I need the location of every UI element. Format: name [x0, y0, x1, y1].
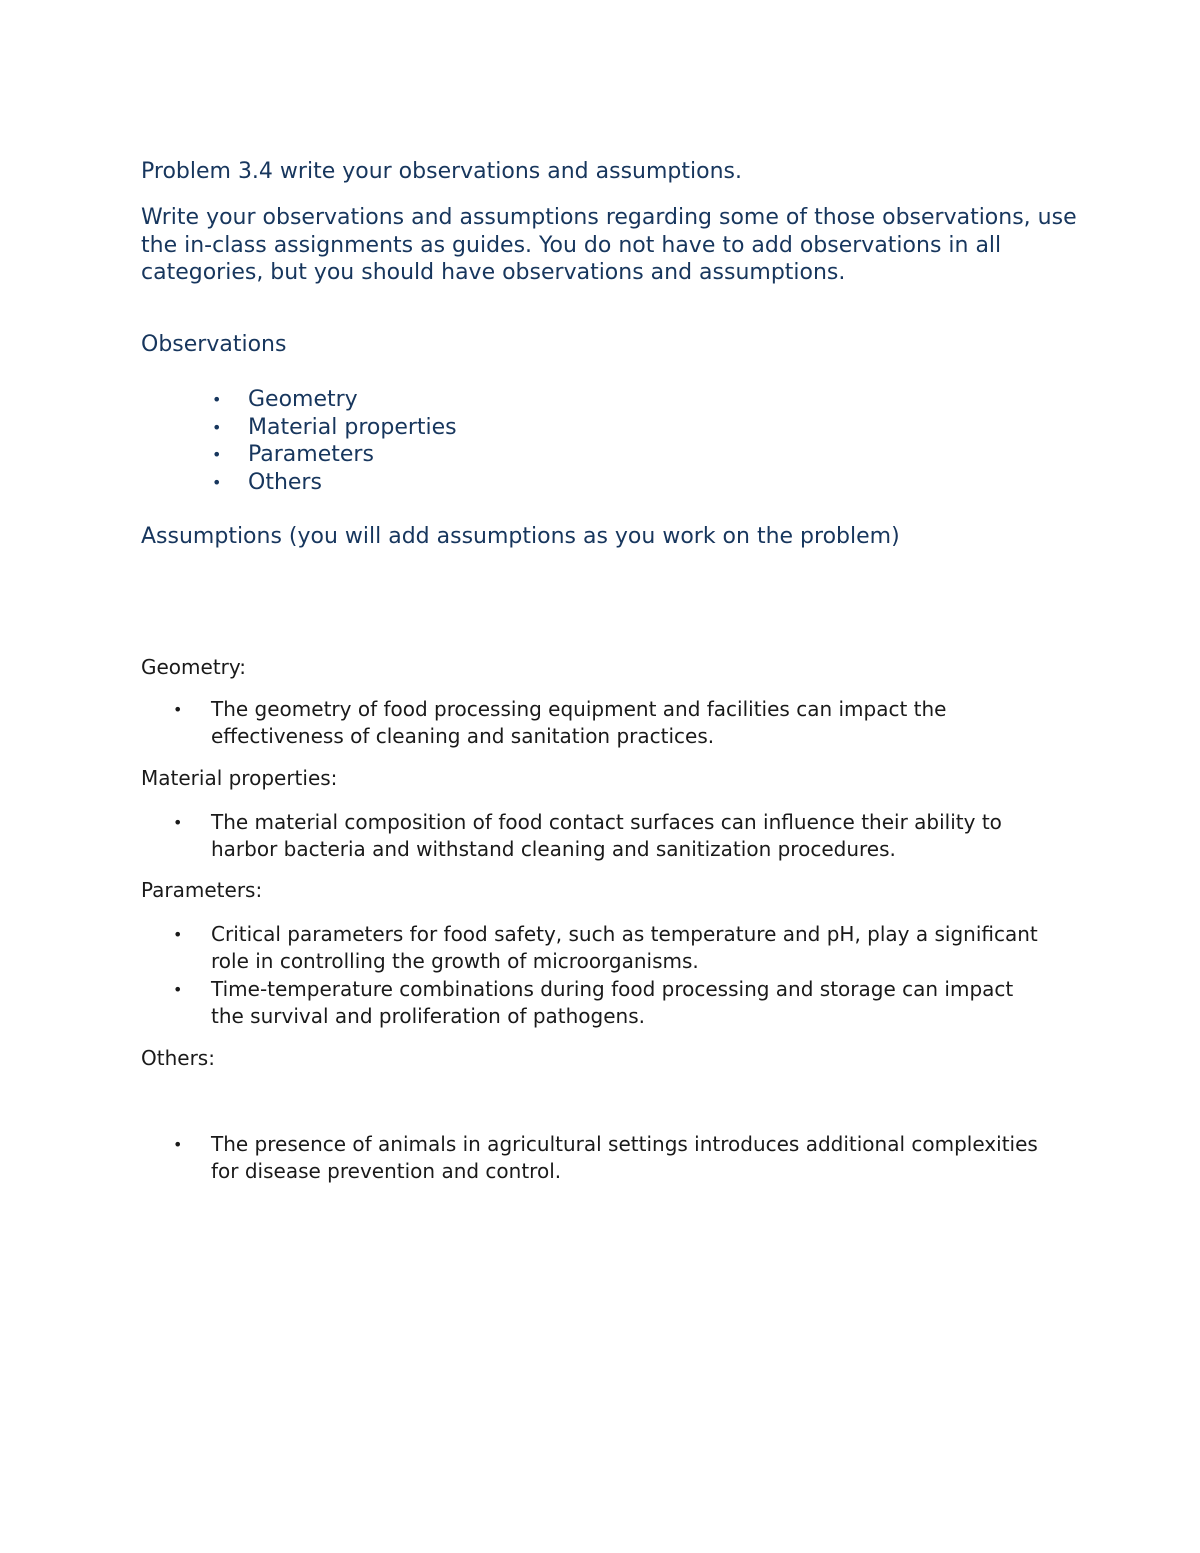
bullet-icon: • — [173, 813, 183, 832]
others-item-text: The presence of animals in agricultural settings introduces additional complexities for disease prevention and control. — [211, 1132, 1038, 1183]
category-parameters: Parameters — [248, 442, 374, 468]
bullet-icon: • — [173, 980, 183, 999]
section-label-others: Others: — [141, 1046, 215, 1070]
intro-paragraph: Write your observations and assumptions regarding some of those observations, use the in-class assignments as guides. You do not have to add observations in all categories, but you should have observations and assumptions. — [141, 205, 1077, 285]
bullet-icon: • — [212, 445, 222, 465]
category-geometry: Geometry — [248, 387, 358, 412]
category-material-properties: Material properties — [248, 414, 457, 440]
material-item-text: The material composition of food contact surfaces can influence their ability to harbor bacteria and withstand cleaning and sanitization procedures. — [211, 810, 1002, 861]
geometry-item-text: The geometry of food processing equipment and facilities can impact the effectiveness of cleaning and sanitation practices. — [211, 697, 947, 748]
bullet-icon: • — [212, 417, 222, 437]
parameters-item-text-1: Critical parameters for food safety, such as temperature and pH, play a significant role in controlling the growth of microorganisms. — [211, 922, 1038, 973]
bullet-icon: • — [212, 473, 222, 493]
bullet-icon: • — [173, 925, 183, 944]
bullet-icon: • — [173, 700, 183, 719]
category-others: Others — [248, 470, 322, 496]
parameters-item-text-2: Time-temperature combinations during food processing and storage can impact the survival and proliferation of pathogens. — [211, 977, 1014, 1028]
observations-heading: Observations — [141, 332, 287, 357]
bullet-icon: • — [173, 1135, 183, 1154]
problem-title: Problem 3.4 write your observations and assumptions. — [141, 159, 742, 184]
section-label-geometry: Geometry: — [141, 655, 247, 679]
section-label-material: Material properties: — [141, 766, 338, 790]
bullet-icon: • — [212, 390, 222, 409]
section-label-parameters: Parameters: — [141, 878, 263, 902]
assumptions-heading: Assumptions (you will add assumptions as you work on the problem) — [141, 524, 900, 549]
